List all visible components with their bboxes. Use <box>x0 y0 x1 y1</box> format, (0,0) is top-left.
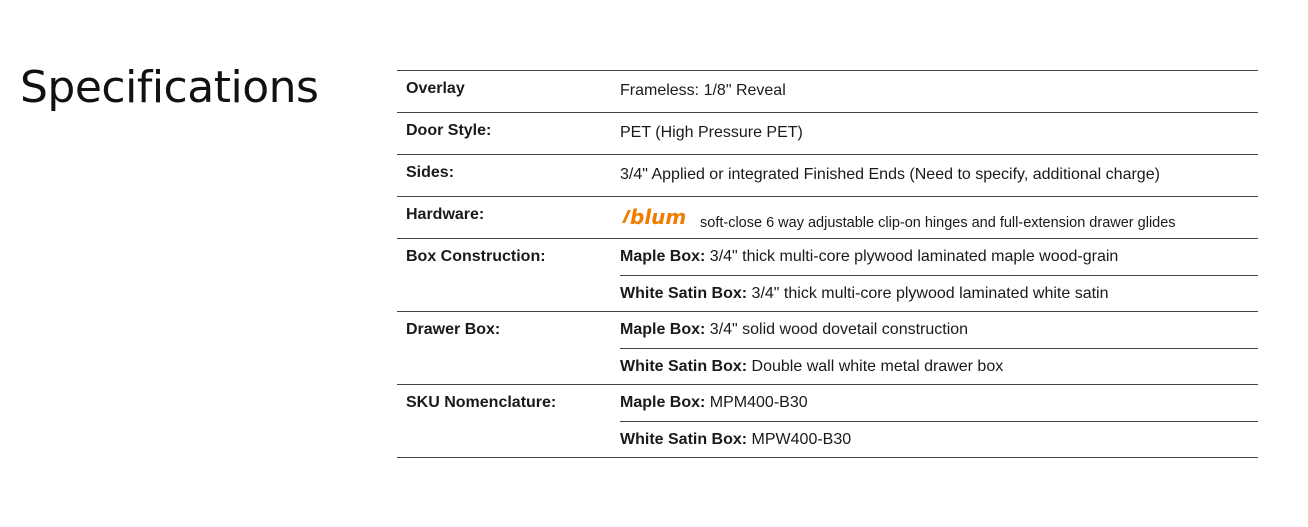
spec-row-sku-nomenclature <box>397 385 1258 458</box>
spec-values-drawer-box <box>620 312 1258 384</box>
spec-label-hardware: Hardware: <box>406 206 485 223</box>
spec-row-drawer-box <box>397 312 1258 385</box>
spec-row-door-style <box>397 113 1258 155</box>
spec-value-overlay: Frameless: 1/8" Reveal <box>620 82 786 99</box>
spec-value-title: Maple Box: <box>620 394 706 411</box>
spec-value-title: White Satin Box: <box>620 431 748 448</box>
spec-value-hardware <box>620 197 1258 238</box>
spec-value-line <box>620 239 1258 275</box>
specifications-table <box>397 70 1258 458</box>
spec-value-title: White Satin Box: <box>620 285 748 302</box>
blum-logo <box>620 207 692 229</box>
spec-row-box-construction <box>397 239 1258 312</box>
spec-label-sku-nomenclature: SKU Nomenclature: <box>406 394 557 411</box>
spec-value-text: MPM400-B30 <box>705 394 808 411</box>
spec-value-title: Maple Box: <box>620 321 706 338</box>
spec-values-hardware <box>620 197 1258 238</box>
spec-value-text: 3/4" solid wood dovetail construction <box>705 321 969 338</box>
spec-row-sides <box>397 155 1258 197</box>
spec-value-sides: 3/4" Applied or integrated Finished Ends (Need to specify, additional charge) <box>620 166 1160 183</box>
spec-label-box-construction: Box Construction: <box>406 248 546 265</box>
blum-logo-text: blum <box>630 207 687 229</box>
spec-values-sku-nomenclature <box>620 385 1258 457</box>
spec-label-sides: Sides: <box>406 164 455 181</box>
page-title: Specifications <box>20 62 319 113</box>
spec-value-title: White Satin Box: <box>620 358 748 375</box>
spec-value-line <box>620 312 1258 348</box>
spec-label-overlay: Overlay <box>406 80 465 97</box>
spec-value-text: MPW400-B30 <box>747 431 852 448</box>
spec-row-hardware <box>397 197 1258 239</box>
spec-value-line <box>620 275 1258 311</box>
spec-value-text: 3/4" thick multi-core plywood laminated maple wood-grain <box>705 248 1119 265</box>
spec-label-drawer-box: Drawer Box: <box>406 321 501 338</box>
spec-value-line <box>620 348 1258 384</box>
spec-value-line <box>620 385 1258 421</box>
spec-value-line <box>620 421 1258 457</box>
spec-value-hardware-text: soft-close 6 way adjustable clip-on hinges and full-extension drawer glides <box>700 215 1176 231</box>
spec-value-text: Double wall white metal drawer box <box>747 358 1004 375</box>
spec-row-overlay <box>397 71 1258 113</box>
spec-value-door-style: PET (High Pressure PET) <box>620 124 803 141</box>
spec-value-title: Maple Box: <box>620 248 706 265</box>
spec-values-box-construction <box>620 239 1258 311</box>
spec-values-overlay <box>620 71 1258 112</box>
spec-value-text: 3/4" thick multi-core plywood laminated white satin <box>747 285 1109 302</box>
spec-label-door-style: Door Style: <box>406 122 492 139</box>
spec-values-sides <box>620 155 1258 196</box>
spec-values-door-style <box>620 113 1258 154</box>
